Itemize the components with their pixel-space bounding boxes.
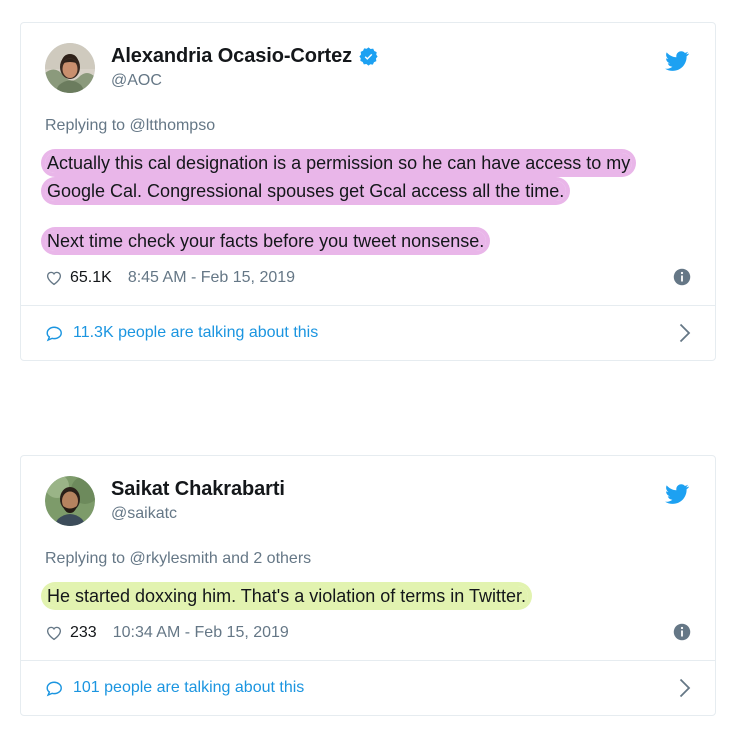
tweet-text-primary — [45, 582, 691, 610]
tweet-card[interactable] — [20, 455, 716, 716]
highlighted-text: He started doxxing him. That's a violation of terms in Twitter. — [47, 586, 526, 606]
chevron-right-icon[interactable] — [679, 323, 691, 343]
handle: @AOC — [111, 72, 162, 89]
highlighted-text: Actually this cal designation is a permission so he can have access to my Google Cal. Congressional spouses get Gcal access all the time. — [47, 153, 631, 201]
display-name: Alexandria Ocasio-Cortez — [111, 45, 353, 67]
tweet-card[interactable] — [20, 22, 716, 361]
tweet-body — [21, 23, 715, 305]
tweet-text-primary — [45, 149, 691, 205]
tweet-header — [45, 476, 691, 526]
highlighted-text: Next time check your facts before you tweet nonsense. — [47, 231, 485, 251]
name-column — [111, 43, 378, 92]
info-icon[interactable] — [673, 268, 691, 286]
tweet-meta — [45, 622, 691, 660]
handle: @saikatc — [111, 505, 178, 522]
reply-icon — [45, 324, 64, 343]
tweet-header — [45, 43, 691, 93]
heart-icon[interactable] — [45, 624, 63, 642]
twitter-bird-icon[interactable] — [663, 482, 691, 506]
reply-icon — [45, 679, 64, 698]
heart-icon[interactable] — [45, 269, 63, 287]
talking-about-footer[interactable] — [21, 660, 715, 715]
name-column — [111, 476, 285, 525]
talking-about-text: 11.3K people are talking about this — [73, 324, 319, 341]
timestamp: 8:45 AM - Feb 15, 2019 — [127, 269, 296, 286]
name-line — [111, 44, 378, 68]
like-count: 233 — [70, 624, 97, 641]
tweet-body — [21, 456, 715, 660]
talking-about-footer[interactable] — [21, 305, 715, 360]
like-count: 65.1K — [70, 269, 112, 286]
tweet-meta — [45, 267, 691, 305]
timestamp: 10:34 AM - Feb 15, 2019 — [112, 624, 289, 641]
avatar[interactable] — [45, 43, 95, 93]
verified-badge-icon — [359, 47, 378, 66]
tweet-text-secondary — [45, 227, 691, 255]
display-name: Saikat Chakrabarti — [111, 478, 285, 500]
name-line — [111, 477, 285, 501]
chevron-right-icon[interactable] — [679, 678, 691, 698]
talking-about-text: 101 people are talking about this — [73, 679, 305, 696]
twitter-bird-icon[interactable] — [663, 49, 691, 73]
replying-to: Replying to @rkylesmith and 2 others — [45, 550, 312, 567]
replying-to: Replying to @ltthompso — [45, 117, 216, 134]
avatar[interactable] — [45, 476, 95, 526]
info-icon[interactable] — [673, 623, 691, 641]
